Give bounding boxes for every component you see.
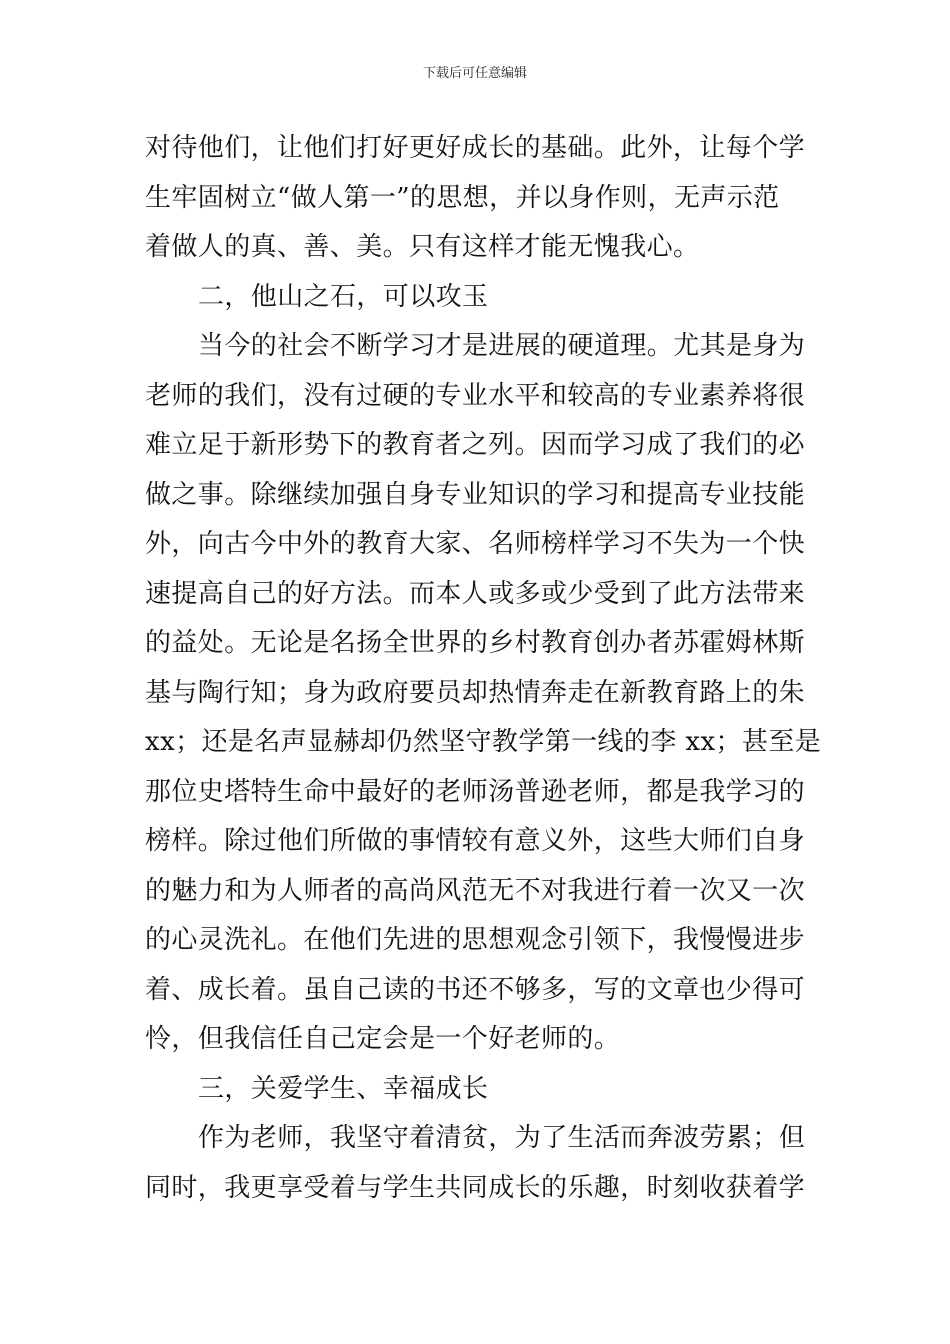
- text-line: 的心灵洗礼。在他们先进的思想观念引领下，我慢慢进步: [145, 925, 806, 955]
- text-line: 同时，我更享受着与学生共同成长的乐趣，时刻收获着学: [145, 1172, 806, 1203]
- text-line: 老师的我们，没有过硬的专业水平和较高的专业素养将很: [145, 380, 806, 411]
- text-line: 外，向古今中外的教育大家、名师榜样学习不失为一个快: [145, 529, 806, 559]
- text-line: 的魅力和为人师者的高尚风范无不对我进行着一次又一次: [145, 875, 806, 906]
- paragraph-start: 当今的社会不断学习才是进展的硬道理。尤其是身为: [198, 331, 806, 361]
- text-line: 那位史塔特生命中最好的老师汤普逊老师，都是我学习的: [145, 776, 806, 807]
- text-line: 生牢固树立“做人第一”的思想，并以身作则，无声示范: [145, 182, 780, 213]
- text-line: 难立足于新形势下的教育者之列。因而学习成了我们的必: [145, 430, 806, 460]
- page-header-note: 下载后可任意编辑: [422, 66, 527, 81]
- text-line: 做之事。除继续加强自身专业知识的学习和提高专业技能: [145, 479, 806, 510]
- text-line: 着、成长着。虽自己读的书还不够多，写的文章也少得可: [145, 974, 806, 1005]
- text-line: 怜，但我信任自己定会是一个好老师的。: [145, 1024, 621, 1054]
- section-heading-2: 二，他山之石，可以攻玉: [198, 281, 489, 312]
- text-line: 的益处。无论是名扬全世界的乡村教育创办者苏霍姆林斯: [145, 628, 806, 658]
- paragraph-start: 作为老师，我坚守着清贫，为了生活而奔波劳累；但: [198, 1123, 806, 1153]
- document-body: [145, 124, 822, 1213]
- text-line: xx；还是名声显赫却仍然坚守教学第一线的李 xx；甚至是: [145, 727, 822, 757]
- text-line: 着做人的真、善、美。只有这样才能无愧我心。: [145, 232, 700, 262]
- section-heading-3: 三，关爱学生、幸福成长: [198, 1073, 489, 1104]
- text-line: 对待他们，让他们打好更好成长的基础。此外，让每个学: [145, 133, 806, 163]
- text-line: 速提高自己的好方法。而本人或多或少受到了此方法带来: [145, 578, 806, 609]
- text-line: 基与陶行知；身为政府要员却热情奔走在新教育路上的朱: [145, 677, 806, 708]
- text-line: 榜样。除过他们所做的事情较有意义外，这些大师们自身: [145, 826, 806, 856]
